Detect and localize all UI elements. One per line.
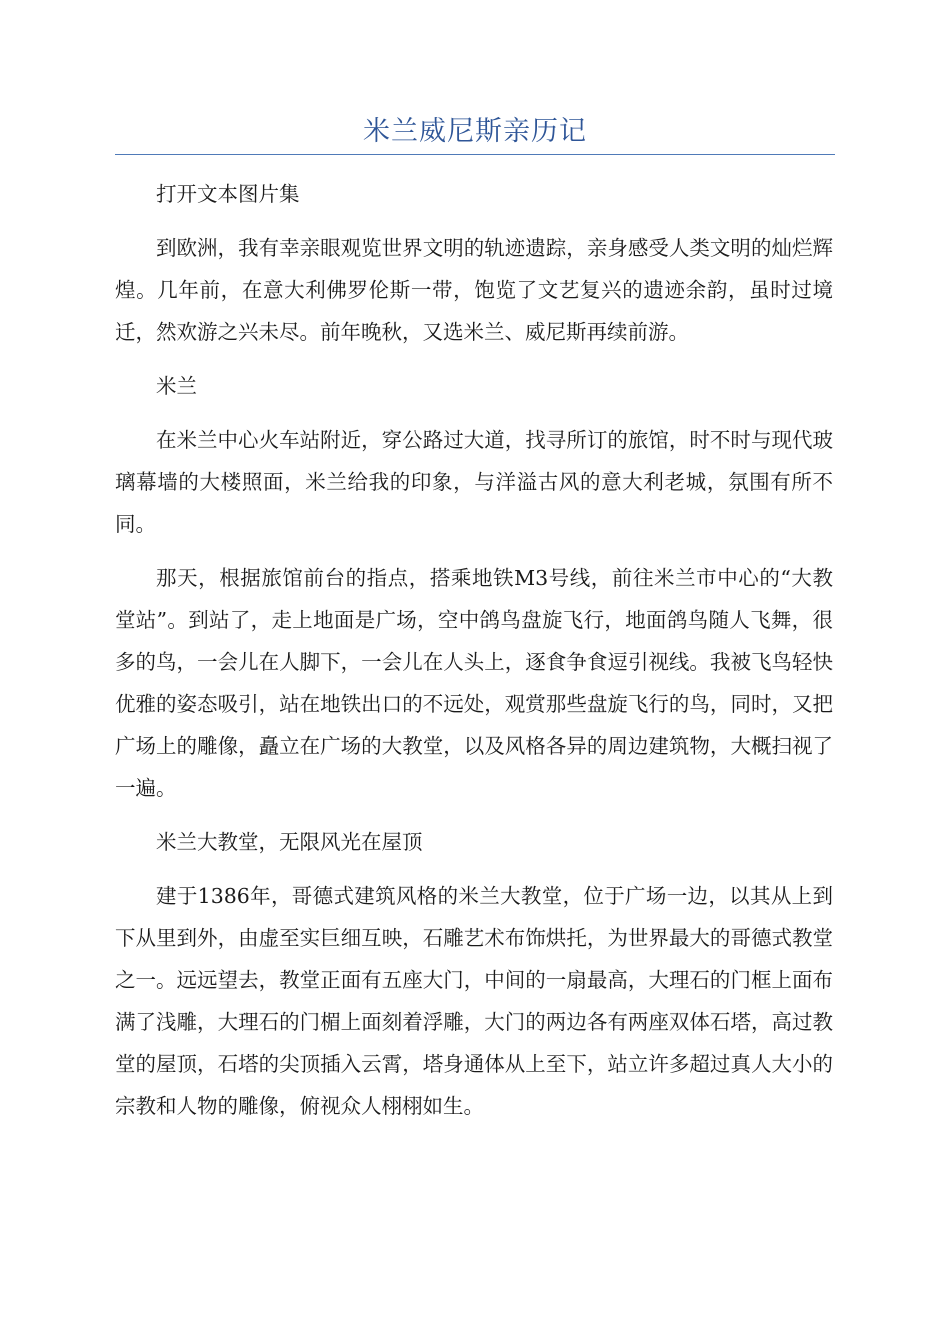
section-heading: 打开文本图片集 <box>156 182 300 206</box>
paragraph: 在米兰中心火车站附近，穿公路过大道，找寻所订的旅馆，时不时与现代玻璃幕墙的大楼照面，米兰给我的印象，与洋溢古风的意大利老城，氛围有所不同。 <box>115 428 833 536</box>
document-title: 米兰威尼斯亲历记 <box>363 116 587 147</box>
section-heading: 米兰 <box>156 374 197 398</box>
paragraph: 建于1386年，哥德式建筑风格的米兰大教堂，位于广场一边，以其从上到下从里到外，由虚至实巨细互映，石雕艺术布饰烘托，为世界最大的哥德式教堂之一。远远望去，教堂正面有五座大门，中间的一扇最高，大理石的门框上面布满了浅雕，大理石的门楣上面刻着浮雕，大门的两边各有两座双体石塔，高过教堂的屋顶，石塔的尖顶插入云霄，塔身通体从上至下，站立许多超过真人大小的宗教和人物的雕像，俯视众人栩栩如生。 <box>115 884 833 1118</box>
title-underline <box>115 154 835 155</box>
document-body <box>115 173 833 1139</box>
paragraph: 到欧洲，我有幸亲眼观览世界文明的轨迹遗踪，亲身感受人类文明的灿烂辉煌。几年前，在意大利佛罗伦斯一带，饱览了文艺复兴的遗迹余韵，虽时过境迁，然欢游之兴未尽。前年晚秋，又选米兰、威尼斯再续前游。 <box>115 236 833 344</box>
section-heading: 米兰大教堂，无限风光在屋顶 <box>156 830 423 854</box>
paragraph: 那天，根据旅馆前台的指点，搭乘地铁M3号线，前往米兰市中心的“大教堂站”。到站了，走上地面是广场，空中鸽鸟盘旋飞行，地面鸽鸟随人飞舞，很多的鸟，一会儿在人脚下，一会儿在人头上，逐食争食逗引视线。我被飞鸟轻快优雅的姿态吸引，站在地铁出口的不远处，观赏那些盘旋飞行的鸟，同时，又把广场上的雕像，矗立在广场的大教堂，以及风格各异的周边建筑物，大概扫视了一遍。 <box>115 566 833 800</box>
